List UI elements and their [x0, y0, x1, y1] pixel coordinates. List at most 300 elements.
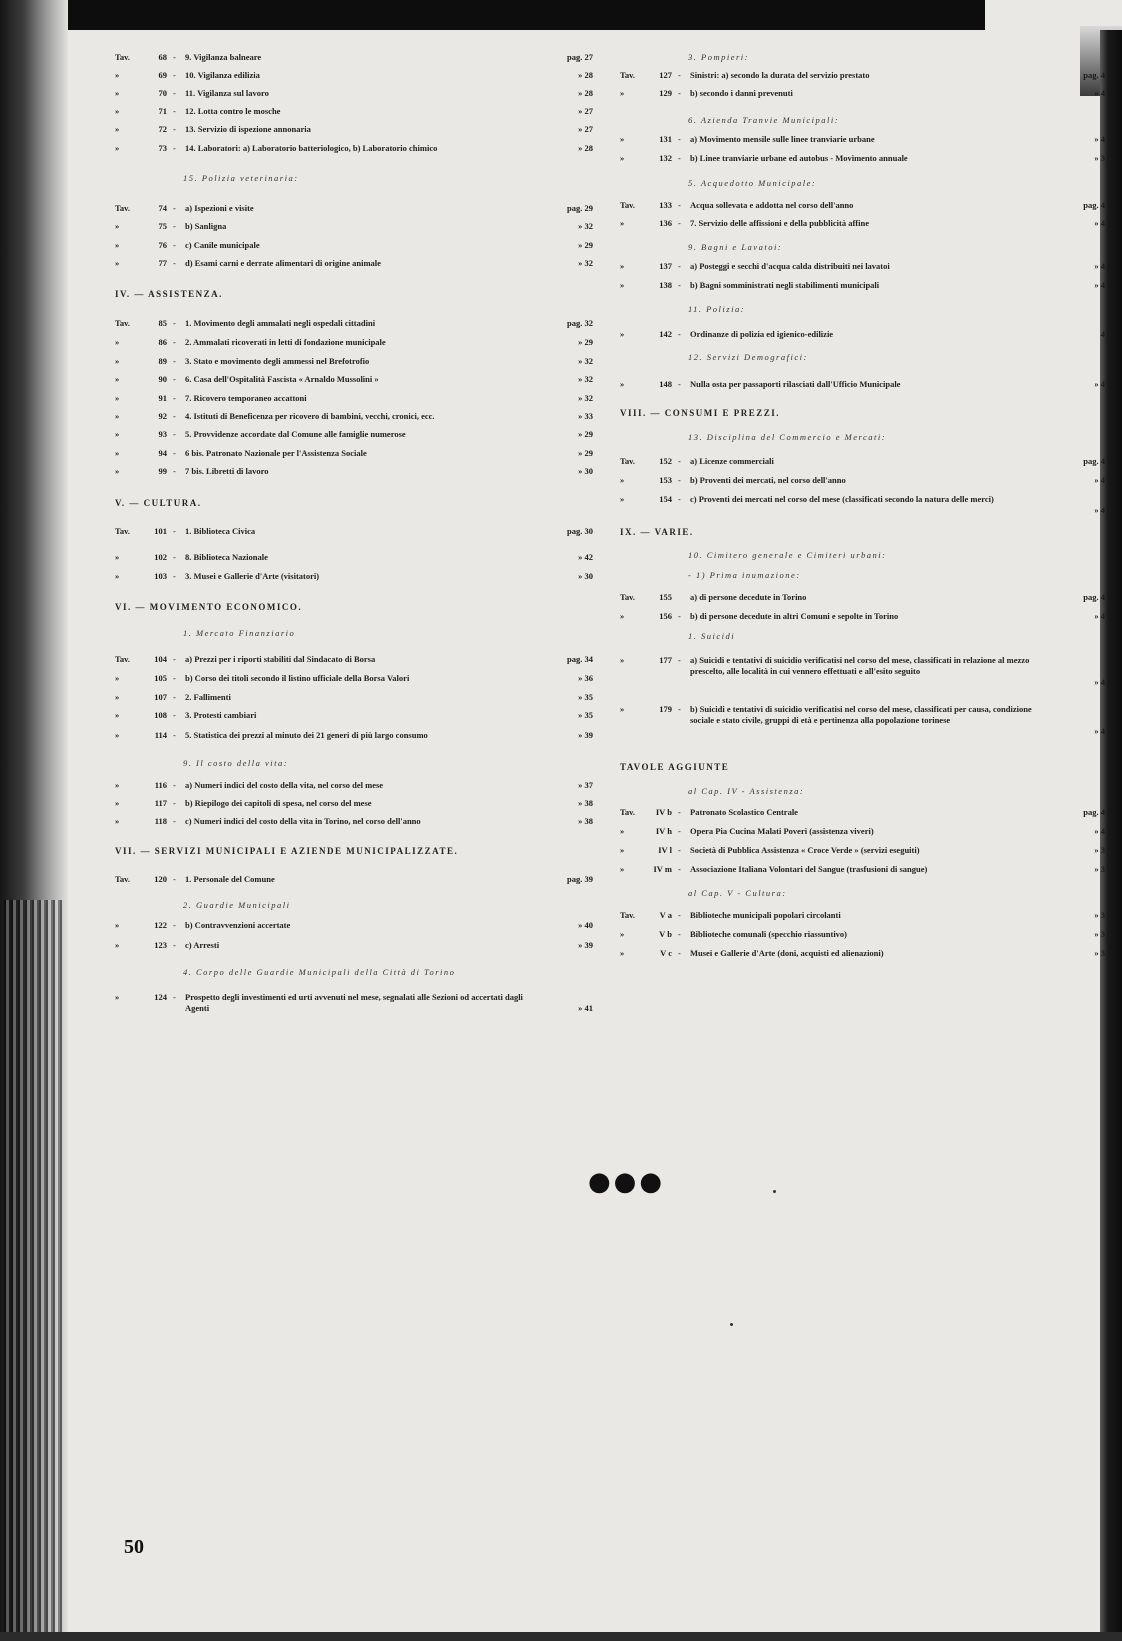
table-prefix: » — [115, 411, 120, 421]
separator-dash: - — [173, 654, 176, 664]
table-number: 108 — [154, 710, 167, 720]
entry-title — [690, 280, 1042, 291]
entry-title-text: Opera Pia Cucina Malati Poveri (assistenza viveri) — [690, 826, 878, 836]
table-prefix: » — [115, 356, 120, 366]
page-reference: » 4 — [1094, 88, 1105, 98]
page-reference: » 28 — [578, 88, 593, 98]
entry-title — [185, 240, 537, 251]
entry-title-text: 3. Protesti cambiari — [185, 710, 260, 720]
entry-title — [185, 798, 537, 809]
entry-title — [185, 203, 537, 214]
entry-title-text: Ordinanze di polizia ed igienico-edilizie — [690, 329, 837, 339]
table-number: 137 — [659, 261, 672, 271]
entry-title — [185, 258, 537, 269]
page-reference: » 40 — [578, 920, 593, 930]
scan-speck — [773, 1190, 776, 1193]
table-number: 85 — [158, 318, 167, 328]
page-reference: » 3 — [1094, 845, 1105, 855]
page-reference: » 38 — [578, 798, 593, 808]
table-number: 107 — [154, 692, 167, 702]
entry-title — [185, 337, 537, 348]
page-reference: pag. 39 — [567, 874, 593, 884]
table-number: IV h — [655, 826, 672, 836]
separator-dash: - — [678, 280, 681, 290]
entry-title-text: Biblioteche municipali popolari circolanti — [690, 910, 845, 920]
entry-title — [185, 710, 537, 721]
separator-dash: - — [678, 329, 681, 339]
entry-title-text: 12. Lotta contro le mosche — [185, 106, 284, 116]
table-number: 118 — [154, 816, 167, 826]
entry-title-text: a) Numeri indici del costo della vita, nel corso del mese — [185, 780, 387, 790]
entry-title — [185, 730, 537, 741]
entry-title-text: b) di persone decedute in altri Comuni e sepolte in Torino — [690, 611, 902, 621]
table-number: 89 — [158, 356, 167, 366]
table-number: 154 — [659, 494, 672, 504]
entry-title-text: Sinistri: a) secondo la durata del servizio prestato — [690, 70, 874, 80]
separator-dash: - — [173, 692, 176, 702]
separator-dash: - — [173, 106, 176, 116]
table-prefix: » — [620, 704, 625, 714]
table-prefix: » — [620, 280, 625, 290]
table-prefix: » — [115, 940, 120, 950]
table-number: 179 — [659, 704, 672, 714]
table-prefix: » — [115, 992, 120, 1002]
separator-dash: - — [173, 940, 176, 950]
entry-title-text: d) Esami carni e derrate alimentari di origine animale — [185, 258, 385, 268]
separator-dash: - — [173, 318, 176, 328]
page-reference: » 29 — [578, 429, 593, 439]
table-number: 152 — [659, 456, 672, 466]
page-reference: » 29 — [578, 337, 593, 347]
separator-dash: - — [678, 261, 681, 271]
page-reference: pag. 29 — [567, 203, 593, 213]
page-reference: » 38 — [578, 816, 593, 826]
separator-dash: - — [678, 910, 681, 920]
entry-title — [185, 673, 537, 684]
separator-dash: - — [678, 948, 681, 958]
table-prefix: » — [620, 845, 625, 855]
separator-dash: - — [173, 429, 176, 439]
page-reference: » 3 — [1094, 929, 1105, 939]
page-reference: » 4 — [1094, 475, 1105, 485]
page-reference: » 29 — [578, 448, 593, 458]
separator-dash: - — [173, 466, 176, 476]
entry-title — [690, 475, 1042, 486]
page-reference: » 27 — [578, 124, 593, 134]
page-reference: » 4 — [1094, 677, 1105, 687]
page-reference: » 4 — [1094, 726, 1105, 736]
entry-title — [690, 70, 1042, 81]
table-prefix: » — [115, 466, 120, 476]
separator-dash: - — [173, 526, 176, 536]
entry-title — [185, 466, 537, 477]
entry-title — [185, 526, 537, 537]
table-number: 75 — [158, 221, 167, 231]
table-number: 103 — [154, 571, 167, 581]
scan-speck — [730, 1323, 733, 1326]
entry-title — [185, 318, 537, 329]
separator-dash: - — [173, 240, 176, 250]
section-heading: IV. — ASSISTENZA. — [115, 289, 223, 299]
table-prefix: » — [115, 673, 120, 683]
separator-dash: - — [173, 374, 176, 384]
entry-title — [185, 780, 537, 791]
section-heading: IX. — VARIE. — [620, 527, 694, 537]
entry-title-text: 5. Provvidenze accordate dal Comune alle famiglie numerose — [185, 429, 410, 439]
page-reference: pag. 4 — [1083, 592, 1105, 602]
page-reference: pag. 4 — [1083, 807, 1105, 817]
separator-dash: - — [173, 920, 176, 930]
entry-title — [690, 910, 1042, 921]
entry-title — [185, 221, 537, 232]
entry-title-text: c) Canile municipale — [185, 240, 264, 250]
table-prefix: » — [620, 261, 625, 271]
subsection-heading: al Cap. IV - Assistenza: — [688, 786, 805, 796]
table-number: 104 — [154, 654, 167, 664]
page-reference: » 30 — [578, 571, 593, 581]
separator-dash: - — [678, 70, 681, 80]
subsection-heading: 12. Servizi Demografici: — [688, 352, 808, 362]
page-reference: » 4 — [1094, 826, 1105, 836]
entry-title — [690, 864, 1042, 875]
entry-title-text: b) Bagni somministrati negli stabilimenti municipali — [690, 280, 883, 290]
entry-title-text: b) Linee tranviarie urbane ed autobus - Movimento annuale — [690, 153, 912, 163]
table-prefix: Tav. — [620, 807, 636, 817]
table-prefix: » — [115, 143, 120, 153]
table-prefix: » — [115, 240, 120, 250]
table-number: 73 — [158, 143, 167, 153]
table-number: 102 — [154, 552, 167, 562]
entry-title-text: b) Riepilogo dei capitoli di spesa, nel corso del mese — [185, 798, 376, 808]
page-reference: » 4 — [1094, 261, 1105, 271]
table-number: 116 — [154, 780, 167, 790]
page-reference: » 4 — [1094, 611, 1105, 621]
table-prefix: Tav. — [115, 52, 131, 62]
entry-title-text: 1. Personale del Comune — [185, 874, 279, 884]
separator-dash: - — [678, 456, 681, 466]
entry-title-text: 9. Vigilanza balneare — [185, 52, 265, 62]
page-reference: 4 — [1100, 329, 1105, 339]
table-prefix: » — [620, 153, 625, 163]
table-prefix: » — [115, 816, 120, 826]
entry-title — [690, 948, 1042, 959]
page-reference: » 32 — [578, 221, 593, 231]
entry-title — [185, 429, 537, 440]
table-prefix: » — [115, 124, 120, 134]
entry-title — [185, 992, 535, 1014]
separator-dash: - — [678, 475, 681, 485]
table-prefix: » — [620, 88, 625, 98]
separator-dash: - — [678, 153, 681, 163]
table-number: 131 — [659, 134, 672, 144]
entry-title-text: b) secondo i danni prevenuti — [690, 88, 797, 98]
entry-title-text: c) Numeri indici del costo della vita in Torino, nel corso dell'anno — [185, 816, 425, 826]
page-reference: » 4 — [1094, 134, 1105, 144]
table-prefix: » — [115, 374, 120, 384]
table-prefix: » — [115, 780, 120, 790]
table-prefix: Tav. — [620, 456, 636, 466]
table-prefix: » — [620, 611, 625, 621]
table-prefix: » — [620, 379, 625, 389]
table-number: 156 — [659, 611, 672, 621]
table-number: 70 — [158, 88, 167, 98]
page-reference: pag. 4 — [1083, 200, 1105, 210]
entry-title-text: 13. Servizio di ispezione annonaria — [185, 124, 315, 134]
separator-dash: - — [678, 929, 681, 939]
entry-title — [185, 571, 537, 582]
page-number: 50 — [124, 1536, 144, 1558]
entry-title-text: Nulla osta per passaporti rilasciati dall'Ufficio Municipale — [690, 379, 904, 389]
section-heading: VIII. — CONSUMI E PREZZI. — [620, 408, 781, 418]
separator-dash: - — [678, 611, 681, 621]
page-reference: » 32 — [578, 393, 593, 403]
entry-title-text: 7. Ricovero temporaneo accattoni — [185, 393, 311, 403]
page-reference: » 39 — [578, 730, 593, 740]
entry-title — [185, 143, 537, 154]
entry-title — [690, 88, 1042, 99]
separator-dash: - — [678, 379, 681, 389]
entry-title — [690, 929, 1042, 940]
entry-title-text: 8. Biblioteca Nazionale — [185, 552, 272, 562]
page-reference: » 36 — [578, 673, 593, 683]
separator-dash: - — [173, 258, 176, 268]
table-prefix: » — [115, 552, 120, 562]
entry-title — [690, 655, 1040, 677]
entry-title — [185, 52, 537, 63]
table-number: 114 — [154, 730, 167, 740]
subsection-heading: 10. Cimitero generale e Cimiteri urbani: — [688, 550, 887, 560]
table-prefix: Tav. — [115, 654, 131, 664]
entry-title — [690, 704, 1040, 726]
subsection-heading: 1. Mercato Finanziario — [183, 628, 296, 638]
table-prefix: Tav. — [115, 203, 131, 213]
separator-dash: - — [678, 807, 681, 817]
page-reference: » 32 — [578, 374, 593, 384]
separator-dash: - — [173, 780, 176, 790]
entry-title — [185, 654, 537, 665]
table-prefix: » — [115, 337, 120, 347]
book-spine-edges — [4, 900, 62, 1641]
entry-title — [690, 379, 1042, 390]
entry-title — [185, 70, 537, 81]
entry-title-text: 2. Ammalati ricoverati in letti di fondazione municipale — [185, 337, 390, 347]
subsection-heading: 4. Corpo delle Guardie Municipali della Città di Torino — [183, 967, 456, 977]
page-reference: » 41 — [578, 1003, 593, 1013]
table-number: 153 — [659, 475, 672, 485]
page-reference: » 4 — [1094, 505, 1105, 515]
entry-title-text: a) Posteggi e secchi d'acqua calda distribuiti nei lavatoi — [690, 261, 894, 271]
entry-title — [690, 200, 1042, 211]
page-reference: » 33 — [578, 411, 593, 421]
entry-title — [185, 411, 537, 422]
entry-title — [690, 845, 1042, 856]
separator-dash: - — [173, 203, 176, 213]
separator-dash: - — [678, 655, 681, 665]
page-reference: » 27 — [578, 106, 593, 116]
table-prefix: » — [620, 494, 625, 504]
separator-dash: - — [173, 52, 176, 62]
subsection-heading: 15. Polizia veterinaria: — [183, 173, 299, 183]
separator-dash: - — [173, 124, 176, 134]
page-reference: » 3 — [1094, 153, 1105, 163]
entry-title-text: b) Corso dei titoli secondo il listino ufficiale della Borsa Valori — [185, 673, 413, 683]
separator-dash: - — [678, 494, 681, 504]
entry-title — [185, 88, 537, 99]
table-prefix: » — [115, 258, 120, 268]
subsection-heading: 9. Il costo della vita: — [183, 758, 289, 768]
table-prefix: Tav. — [115, 526, 131, 536]
entry-title-text: Musei e Gallerie d'Arte (doni, acquisti ed alienazioni) — [690, 948, 888, 958]
entry-title — [185, 552, 537, 563]
entry-title-text: 6. Casa dell'Ospitalità Fascista « Arnaldo Mussolini » — [185, 374, 383, 384]
page-reference: » 35 — [578, 710, 593, 720]
table-prefix: » — [620, 475, 625, 485]
separator-dash: - — [173, 143, 176, 153]
entry-title-text: b) Proventi dei mercati, nel corso dell'anno — [690, 475, 850, 485]
entry-title-text: 2. Fallimenti — [185, 692, 235, 702]
table-prefix: Tav. — [115, 874, 131, 884]
table-number: 123 — [154, 940, 167, 950]
separator-dash: - — [173, 710, 176, 720]
table-prefix: » — [115, 692, 120, 702]
page-reference: pag. 32 — [567, 318, 593, 328]
separator-dash: - — [173, 874, 176, 884]
subsection-heading: al Cap. V - Cultura: — [688, 888, 787, 898]
table-prefix: Tav. — [620, 592, 636, 602]
table-number: 127 — [659, 70, 672, 80]
table-number: 69 — [158, 70, 167, 80]
page-reference: » 4 — [1094, 218, 1105, 228]
table-prefix: » — [620, 826, 625, 836]
section-heading: VII. — SERVIZI MUNICIPALI E AZIENDE MUNICIPALIZZATE. — [115, 846, 459, 856]
entry-title-text: a) Suicidi e tentativi di suicidio verificatisi nel corso del mese, classificati in relazione al mezzo prescelto, alle località in cui vennero effettuati e all'esito seguito — [690, 655, 1030, 676]
entry-title — [690, 826, 1042, 837]
entry-title-text: 11. Vigilanza sul lavoro — [185, 88, 273, 98]
subsection-heading: 5. Acquedotto Municipale: — [688, 178, 817, 188]
table-prefix: Tav. — [620, 70, 636, 80]
entry-title-text: a) Licenze commerciali — [690, 456, 778, 466]
entry-title — [185, 816, 537, 827]
entry-title-text: a) Prezzi per i riporti stabiliti dal Sindacato di Borsa — [185, 654, 379, 664]
entry-title — [185, 940, 537, 951]
page-reference: » 39 — [578, 940, 593, 950]
subsection-heading: 11. Polizia: — [688, 304, 746, 314]
table-number: V c — [660, 948, 672, 958]
entry-title — [185, 106, 537, 117]
scan-border-bottom — [0, 1632, 1122, 1641]
separator-dash: - — [173, 70, 176, 80]
entry-title — [690, 261, 1042, 272]
subsection-heading: 3. Pompieri: — [688, 52, 749, 62]
table-number: IV l — [658, 845, 672, 855]
page-reference: » 3 — [1094, 864, 1105, 874]
table-number: 142 — [659, 329, 672, 339]
entry-title-text: 10. Vigilanza edilizia — [185, 70, 264, 80]
table-prefix: » — [115, 429, 120, 439]
entry-title-text: c) Arresti — [185, 940, 223, 950]
table-number: 177 — [659, 655, 672, 665]
separator-dash: - — [173, 411, 176, 421]
table-prefix: » — [620, 218, 625, 228]
table-number: 77 — [158, 258, 167, 268]
page-reference: » 32 — [578, 356, 593, 366]
table-prefix: » — [115, 448, 120, 458]
entry-title — [690, 153, 1042, 164]
page-reference: pag. 4 — [1083, 70, 1105, 80]
subsection-heading: 9. Bagni e Lavatoi: — [688, 242, 783, 252]
entry-title-text: Società di Pubblica Assistenza « Croce Verde » (servizi eseguiti) — [690, 845, 924, 855]
table-number: IV m — [653, 864, 672, 874]
table-prefix: » — [620, 864, 625, 874]
table-number: 124 — [154, 992, 167, 1002]
entry-title — [185, 374, 537, 385]
entry-title — [690, 329, 1042, 340]
table-prefix: » — [115, 798, 120, 808]
table-number: 122 — [154, 920, 167, 930]
separator-dash: - — [678, 845, 681, 855]
table-number: 92 — [158, 411, 167, 421]
table-prefix: » — [115, 920, 120, 930]
subsection-heading: - 1) Prima inumazione: — [688, 570, 801, 580]
separator-dash: - — [678, 826, 681, 836]
separator-dash: - — [678, 864, 681, 874]
table-number: V a — [659, 910, 672, 920]
table-prefix: Tav. — [620, 910, 636, 920]
table-number: 101 — [154, 526, 167, 536]
separator-dash: - — [678, 200, 681, 210]
table-number: 138 — [659, 280, 672, 290]
separator-dash: - — [678, 704, 681, 714]
table-number: 76 — [158, 240, 167, 250]
section-heading: TAVOLE AGGIUNTE — [620, 762, 730, 772]
entry-title-text: Patronato Scolastico Centrale — [690, 807, 802, 817]
page-reference: » 29 — [578, 240, 593, 250]
table-prefix: » — [620, 134, 625, 144]
entry-title — [690, 611, 1042, 622]
entry-title-text: c) Proventi dei mercati nel corso del mese (classificati secondo la natura delle merci) — [690, 494, 998, 504]
table-prefix: » — [115, 393, 120, 403]
entry-title — [690, 134, 1042, 145]
table-number: 105 — [154, 673, 167, 683]
entry-title-text: 1. Biblioteca Civica — [185, 526, 259, 536]
table-number: 90 — [158, 374, 167, 384]
entry-title-text: a) Ispezioni e visite — [185, 203, 258, 213]
entry-title-text: 1. Movimento degli ammalati negli ospedali cittadini — [185, 318, 379, 328]
subsection-heading: 1. Suicidi — [688, 631, 736, 641]
page-reference: » 30 — [578, 466, 593, 476]
table-number: V b — [659, 929, 672, 939]
table-number: 132 — [659, 153, 672, 163]
separator-dash: - — [173, 992, 176, 1002]
subsection-heading: 2. Guardie Municipali — [183, 900, 291, 910]
entry-title-text: Prospetto degli investimenti ed urti avvenuti nel mese, segnalati alle Sezioni od accertati dagli Agenti — [185, 992, 523, 1013]
separator-dash: - — [173, 816, 176, 826]
table-number: 72 — [158, 124, 167, 134]
table-prefix: Tav. — [115, 318, 131, 328]
page-reference: » 42 — [578, 552, 593, 562]
table-prefix: » — [115, 571, 120, 581]
table-prefix: » — [115, 730, 120, 740]
table-number: 71 — [158, 106, 167, 116]
entry-title-text: b) Contravvenzioni accertate — [185, 920, 294, 930]
separator-dash: - — [678, 218, 681, 228]
table-number: 86 — [158, 337, 167, 347]
separator-dash: - — [173, 221, 176, 231]
entry-title-text: b) Sanligna — [185, 221, 230, 231]
entry-title-text: 6 bis. Patronato Nazionale per l'Assistenza Sociale — [185, 448, 371, 458]
entry-title-text: 7. Servizio delle affissioni e della pubblicità affine — [690, 218, 873, 228]
entry-title-text: 4. Istituti di Beneficenza per ricovero di bambini, vecchi, cronici, ecc. — [185, 411, 439, 421]
